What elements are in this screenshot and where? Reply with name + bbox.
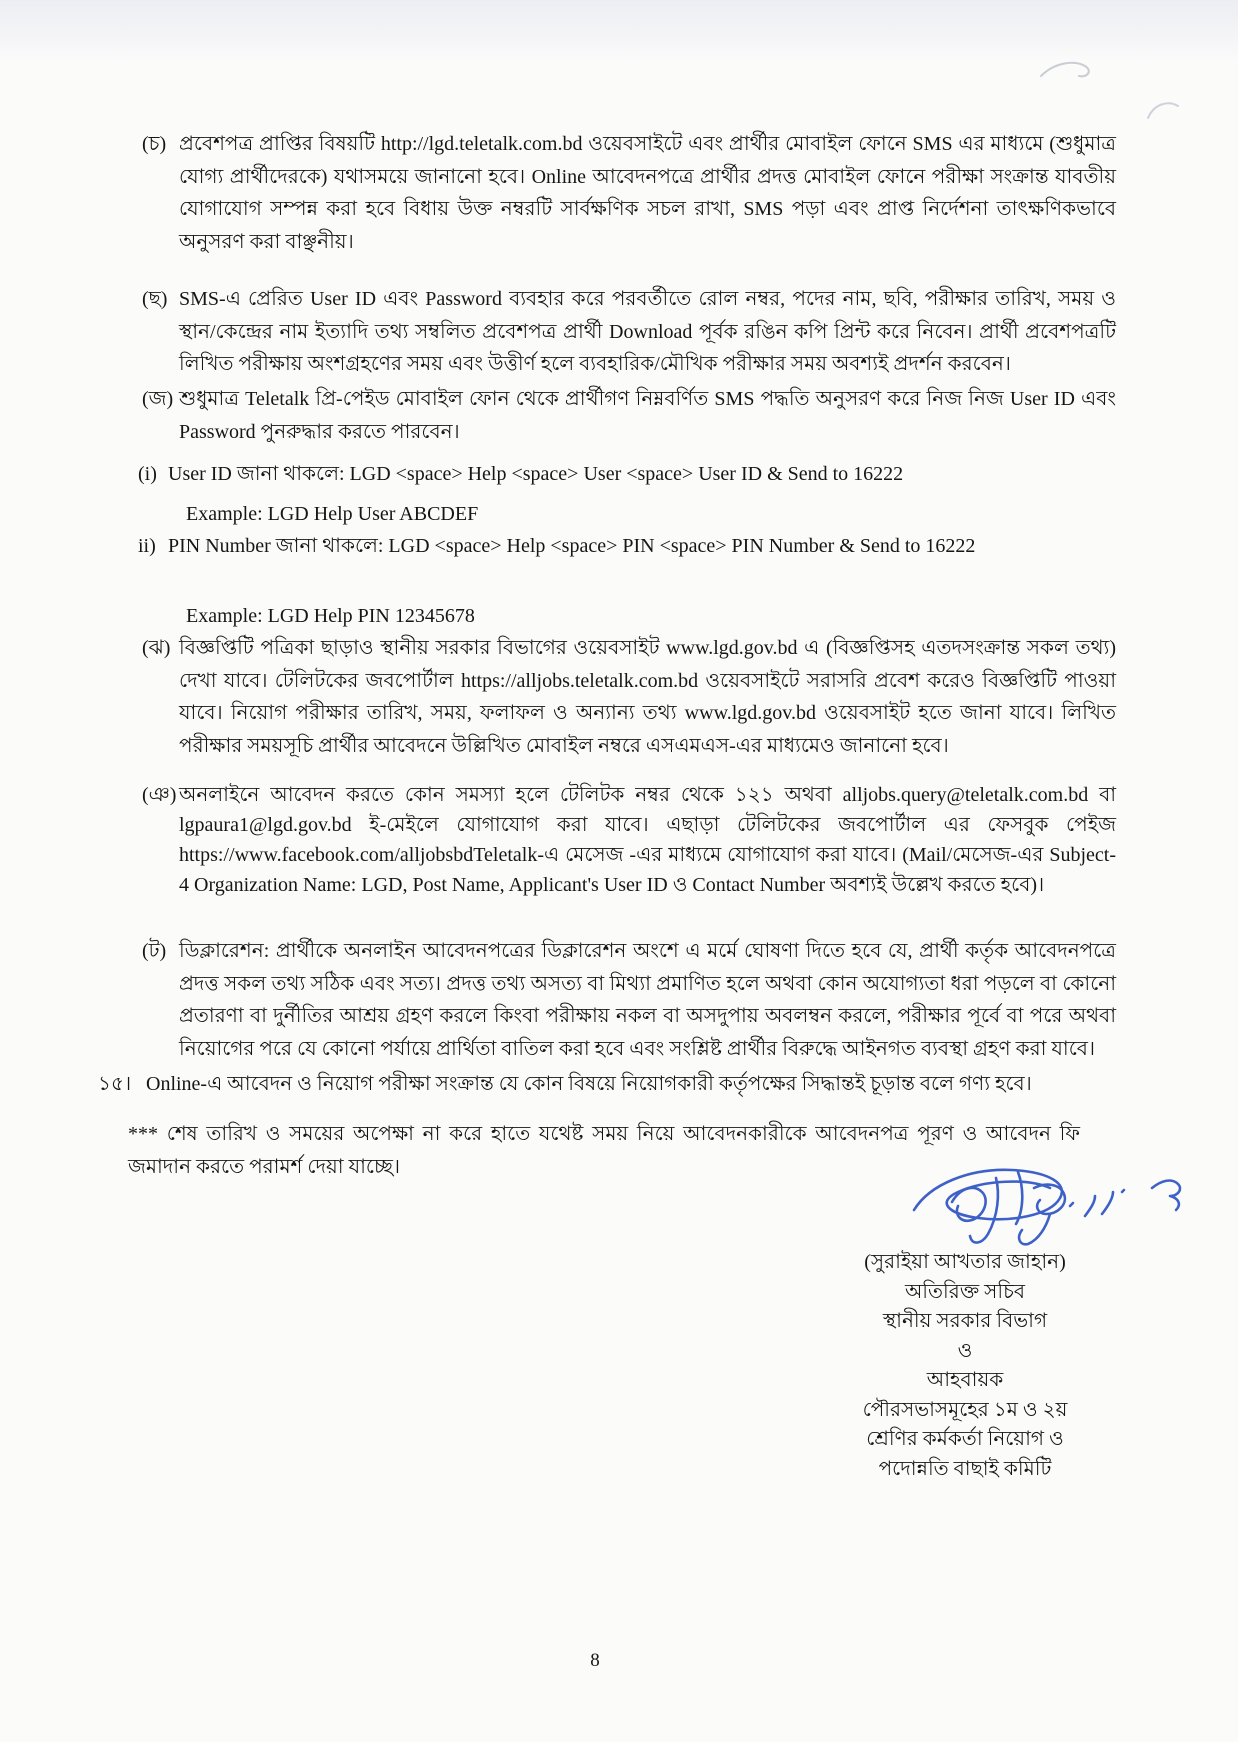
item-text: ডিক্লারেশন: প্রার্থীকে অনলাইন আবেদনপত্রের ডিক্লারেশন অংশে এ মর্মে ঘোষণা দিতে হবে যে, প্রার্থী কর্তৃক আবেদনপত্রে প্রদত্ত সকল তথ্য সঠিক এবং সত্য। প্রদত্ত তথ্য অসত্য বা মিথ্যা প্রমাণিত হলে অথবা কোন অযোগ্যতা ধরা পড়লে বা কোনো প্রতারণা বা দুর্নীতির আশ্রয় গ্রহণ করলে কিংবা পরীক্ষায় নকল বা অসদুপায় অবলম্বন করলে, পরীক্ষার পূর্বে বা পরে অথবা নিয়োগের পরে যে কোনো পর্যায়ে প্রার্থিতা বাতিল করা হবে এবং সংশ্লিষ্ট প্রার্থীর বিরুদ্ধে আইনগত ব্যবস্থা গ্রহণ করা যাবে। bbox=[179, 940, 1116, 1060]
signatory-committee-line3: পদোন্নতি বাছাই কমিটি bbox=[878, 1457, 1052, 1480]
signatory-committee-line2: শ্রেণির কর্মকর্তা নিয়োগ ও bbox=[866, 1428, 1064, 1450]
sms-help-pin bbox=[138, 530, 1112, 563]
signatory-title: অতিরিক্ত সচিব bbox=[904, 1280, 1026, 1303]
item-marker: (চ) bbox=[142, 133, 167, 155]
item-text: বিজ্ঞপ্তিটি পত্রিকা ছাড়াও স্থানীয় সরকার বিভাগের ওয়েবসাইট www.lgd.gov.bd এ (বিজ্ঞপ্তিসহ এতদসংক্রান্ত সকল তথ্য) দেখা যাবে। টেলিটকের জবপোর্টাল https://alljobs.teletalk.com.bd ওয়েবসাইটে সরাসরি প্রবেশ করেও বিজ্ঞপ্তিটি পাওয়া যাবে। নিয়োগ পরীক্ষার তারিখ, সময়, ফলাফল ও অন্যান্য তথ্য www.lgd.gov.bd ওয়েবসাইট হতে জানা যাবে। লিখিত পরীক্ষার সময়সূচি প্রার্থীর আবেদনে উল্লিখিত মোবাইল নম্বরে এসএমএস-এর মাধ্যমেও জানানো হবে। bbox=[179, 637, 1116, 757]
signatory-role: আহবায়ক bbox=[926, 1369, 1004, 1391]
item-marker: (ছ) bbox=[142, 288, 168, 310]
item-text: Online-এ আবেদন ও নিয়োগ পরীক্ষা সংক্রান্ত যে কোন বিষয়ে নিয়োগকারী কর্তৃপক্ষের সিদ্ধান্তই চূড়ান্ত বলে গণ্য হবে। bbox=[146, 1073, 1032, 1095]
page-number: 8 bbox=[590, 1650, 600, 1671]
item-cha bbox=[142, 128, 1116, 258]
item-text: PIN Number জানা থাকলে: LGD <space> Help <space> PIN <space> PIN Number & Send to 16222 bbox=[168, 535, 976, 557]
item-marker: ii) bbox=[138, 535, 156, 557]
signatory-conjunction: ও bbox=[957, 1339, 973, 1362]
item-nya bbox=[142, 780, 1116, 900]
pencil-mark bbox=[1035, 52, 1105, 86]
item-marker: (জ) bbox=[142, 388, 174, 410]
signatory-committee-line1: পৌরসভাসমূহের ১ম ও ২য় bbox=[862, 1398, 1068, 1421]
sms-help-userid bbox=[138, 458, 1112, 491]
item-text: শুধুমাত্র Teletalk প্রি-পেইড মোবাইল ফোন থেকে প্রার্থীগণ নিম্নবর্ণিত SMS পদ্ধতি অনুসরণ করে নিজ নিজ User ID এবং Password পুনরুদ্ধার করতে পারবেন। bbox=[179, 388, 1116, 443]
item-text: SMS-এ প্রেরিত User ID এবং Password ব্যবহার করে পরবর্তীতে রোল নম্বর, পদের নাম, ছবি, পরীক্ষার তারিখ, সময় ও স্থান/কেন্দ্রের নাম ইত্যাদি তথ্য সম্বলিত প্রবেশপত্র প্রার্থী Download পূর্বক রঙিন কপি প্রিন্ট করে নিবেন। প্রার্থী প্রবেশপত্রটি লিখিত পরীক্ষায় অংশগ্রহণের সময় এবং উত্তীর্ণ হলে ব্যবহারিক/মৌখিক পরীক্ষার সময় অবশ্যই প্রদর্শন করবেন। bbox=[179, 288, 1116, 375]
pencil-mark bbox=[1140, 92, 1186, 126]
item-marker: ১৫। bbox=[98, 1073, 132, 1095]
item-text: প্রবেশপত্র প্রাপ্তির বিষয়টি http://lgd.teletalk.com.bd ওয়েবসাইটে এবং প্রার্থীর মোবাইল ফোনে SMS এর মাধ্যমে (শুধুমাত্র যোগ্য প্রার্থীদেরকে) যথাসময়ে জানানো হবে। Online আবেদনপত্রে প্রার্থীর প্রদত্ত মোবাইল ফোনে পরীক্ষা সংক্রান্ত যাবতীয় যোগাযোগ সম্পন্ন করা হবে বিধায় উক্ত নম্বরটি সার্বক্ষণিক সচল রাখা, SMS পড়া এবং প্রাপ্ত নির্দেশনা তাৎক্ষণিকভাবে অনুসরণ করা বাঞ্ছনীয়। bbox=[179, 133, 1116, 253]
item-marker: (ট) bbox=[142, 940, 167, 962]
example-userid: Example: LGD Help User ABCDEF bbox=[186, 503, 479, 525]
item-chha bbox=[142, 283, 1116, 381]
item-jha bbox=[142, 632, 1116, 762]
item-marker: (i) bbox=[138, 463, 157, 485]
signatory-org: স্থানীয় সরকার বিভাগ bbox=[882, 1310, 1048, 1332]
example-pin: Example: LGD Help PIN 12345678 bbox=[186, 605, 475, 627]
item-marker: (ঝ) bbox=[142, 637, 171, 659]
item-ta bbox=[142, 935, 1116, 1065]
signatory-name: (সুরাইয়া আখতার জাহান) bbox=[864, 1251, 1066, 1273]
item-15 bbox=[98, 1068, 1072, 1101]
signature-block bbox=[800, 1248, 1130, 1484]
item-text: User ID জানা থাকলে: LGD <space> Help <space> User <space> User ID & Send to 16222 bbox=[168, 463, 904, 485]
item-text: অনলাইনে আবেদন করতে কোন সমস্যা হলে টেলিটক নম্বর থেকে ১২১ অথবা alljobs.query@teletalk.com.bd বা lgpaura1@lgd.gov.bd ই-মেইলে যোগাযোগ করা যাবে। এছাড়া টেলিটকের জবপোর্টাল এর ফেসবুক পেইজ https://www.facebook.com/alljobsbdTeletalk-এ মেসেজ -এর মাধ্যমে যোগাযোগ করা যাবে। (Mail/মেসেজ-এর Subject-4 Organization Name: LGD, Post Name, Applicant's User ID ও Contact Number অবশ্যই উল্লেখ করতে হবে)। bbox=[179, 784, 1116, 896]
item-marker: (ঞ) bbox=[142, 784, 177, 806]
item-ja bbox=[142, 383, 1116, 448]
signature-ink bbox=[900, 1158, 1200, 1258]
advice-note: *** শেষ তারিখ ও সময়ের অপেক্ষা না করে হাতে যথেষ্ট সময় নিয়ে আবেদনকারীকে আবেদনপত্র পূরণ ও আবেদন ফি জমাদান করতে পরামর্শ দেয়া যাচ্ছে। bbox=[128, 1123, 1080, 1178]
